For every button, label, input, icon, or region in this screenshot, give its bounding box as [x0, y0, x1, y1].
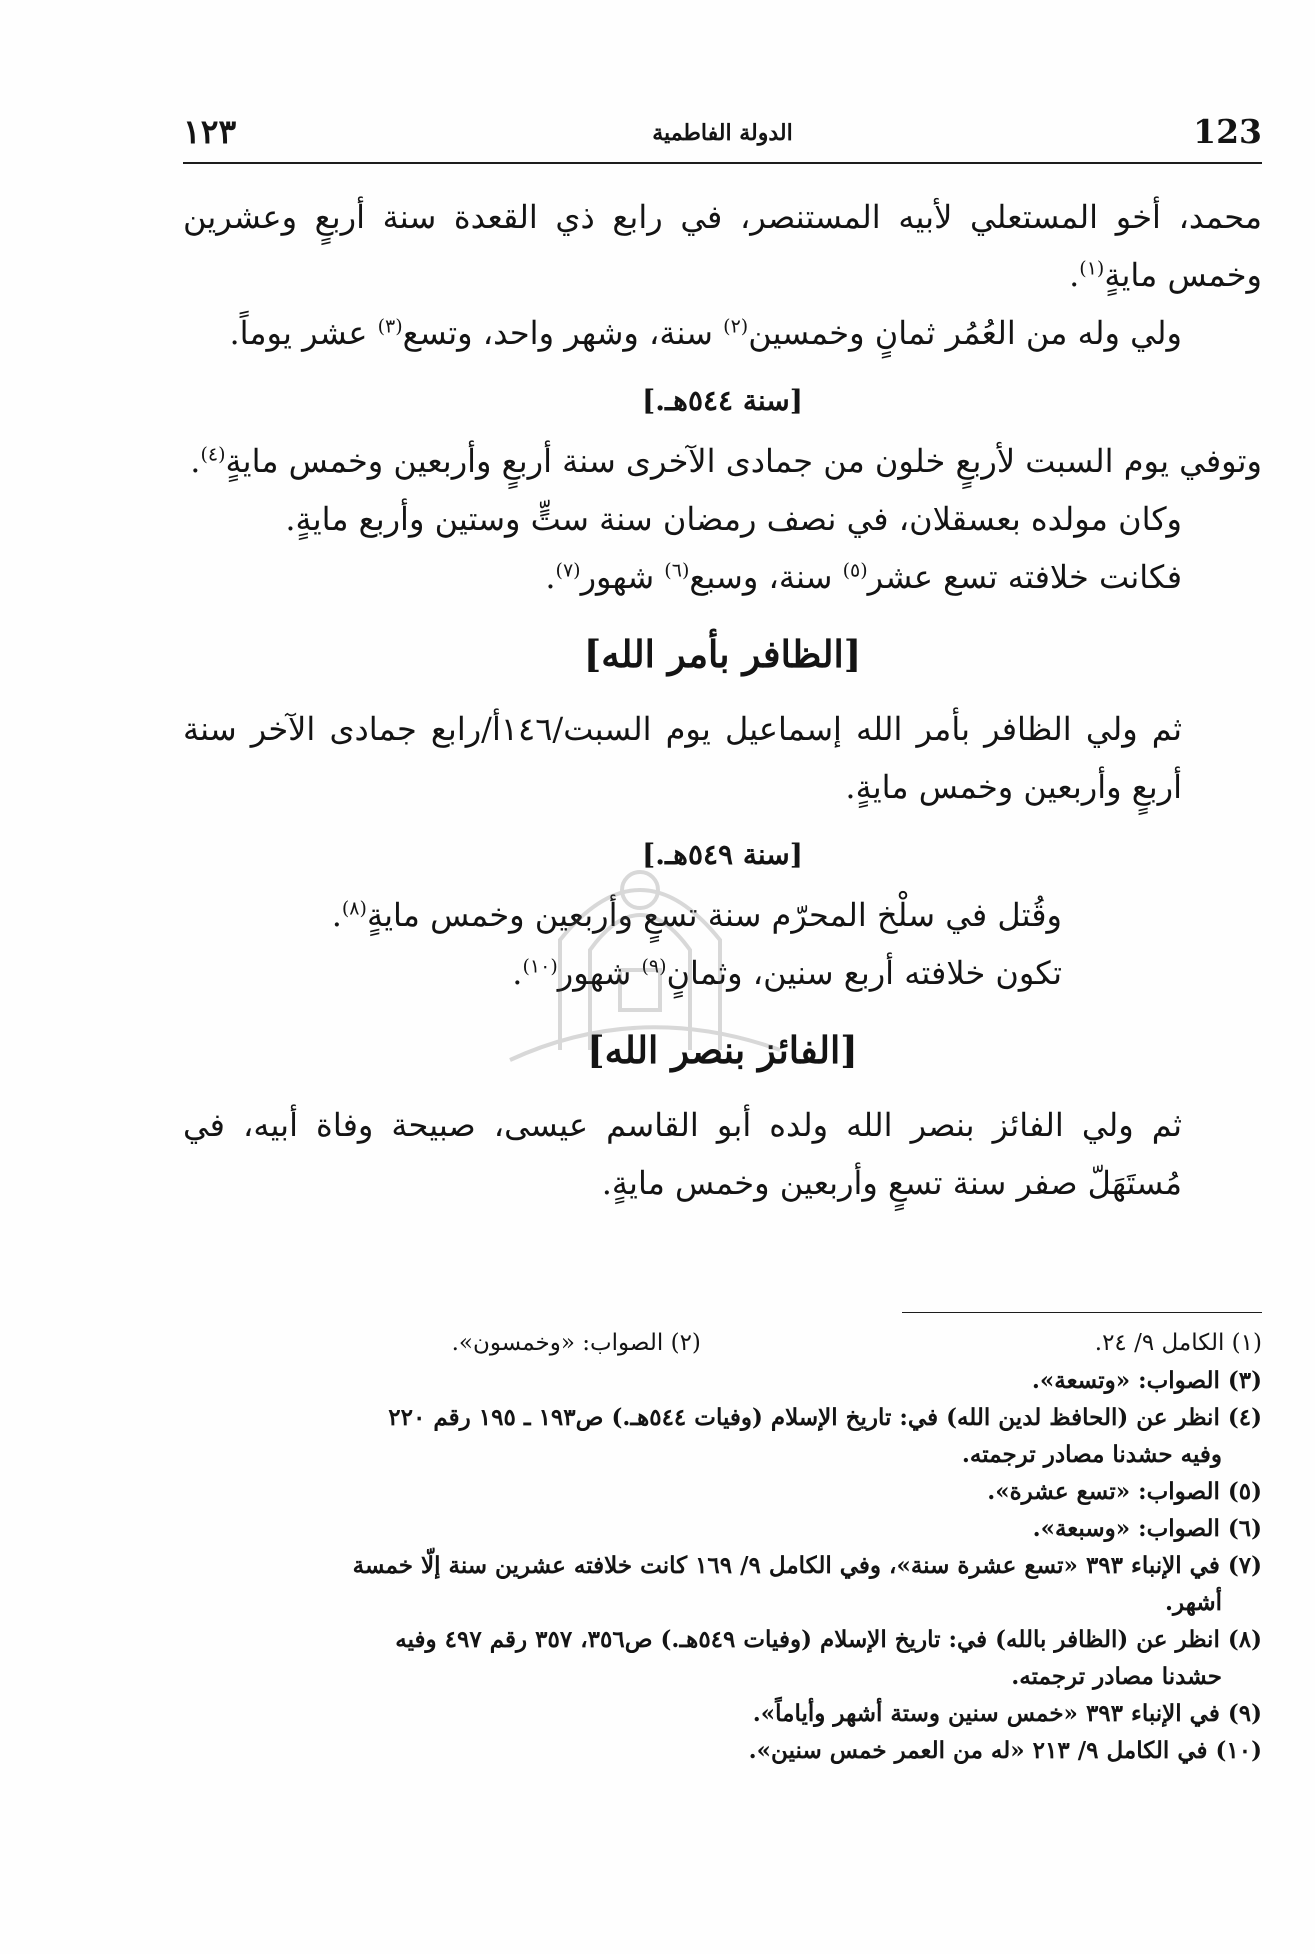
- paragraph-7: [183, 886, 1262, 944]
- paragraph-8: [183, 944, 1262, 1002]
- paragraph-7-end: .: [331, 896, 342, 934]
- footnote-ref-8: (٨): [341, 897, 367, 920]
- footnote-7: (٧) في الإنباء ٣٩٣ «تسع عشرة سنة»، وفي الكامل ٩/ ١٦٩ كانت خلافته عشرين سنة إلّا خمسة: [352, 1552, 1262, 1579]
- paragraph-5-text-c: شهور: [580, 558, 665, 596]
- paragraph-2-text-b: سنة، وشهر واحد، وتسع: [402, 314, 724, 352]
- paragraph-2-text-c: عشر يوماً.: [229, 314, 378, 352]
- paragraph-9: ثم ولي الفائز بنصر الله ولده أبو القاسم عيسى، صبيحة وفاة أبيه، في مُستَهَلّ صفر سنة تسعٍ وأربعين وخمس مايةٍ.: [183, 1106, 1182, 1202]
- footnote-ref-3: (٣): [377, 315, 403, 338]
- section-heading-zafir: [الظافر بأمر الله]: [583, 632, 862, 676]
- footnote-1: (١) الكامل ٩/ ٢٤.: [1094, 1330, 1262, 1356]
- footnote-ref-5: (٥): [842, 559, 868, 582]
- paragraph-8-text-a: تكون خلافته أربع سنين، وثمانٍ: [666, 954, 1062, 992]
- year-heading-544: [سنة ٥٤٤هـ.]: [641, 384, 803, 417]
- paragraph-4: وكان مولده بعسقلان، في نصف رمضان سنة ستٍّ وستين وأربع مايةٍ.: [285, 500, 1182, 538]
- footnote-separator: [902, 1312, 1262, 1313]
- running-header: [183, 112, 1262, 164]
- paragraph-2: [183, 304, 1262, 362]
- footnote-6: (٦) الصواب: «وسبعة».: [1032, 1515, 1262, 1542]
- paragraph-1: [183, 188, 1262, 304]
- footnote-ref-1: (١): [1079, 257, 1105, 280]
- paragraph-2-text-a: ولي وله من العُمُر ثمانٍ وخمسين: [748, 314, 1182, 352]
- footnote-ref-4: (٤): [200, 443, 226, 466]
- footnote-row-1-2: [183, 1325, 1262, 1362]
- paragraph-3: [183, 432, 1262, 490]
- footnote-9: (٩) في الإنباء ٣٩٣ «خمس سنين وستة أشهر وأياماً».: [752, 1700, 1262, 1727]
- footnote-8-continued: حشدنا مصادر ترجمته.: [1011, 1663, 1222, 1690]
- footnote-8: (٨) انظر عن (الظافر بالله) في: تاريخ الإسلام (وفيات ٥٤٩هـ.) ص٣٥٦، ٣٥٧ رقم ٤٩٧ وفيه: [395, 1626, 1262, 1653]
- running-title: الدولة الفاطمية: [652, 120, 793, 146]
- paragraph-5-text-d: .: [545, 558, 556, 596]
- paragraph-5: [183, 548, 1262, 606]
- paragraph-8-text-c: .: [512, 954, 523, 992]
- footnote-7-continued: أشهر.: [1165, 1589, 1222, 1616]
- page-number-latin: 123: [1193, 112, 1262, 151]
- footnote-4-continued: وفيه حشدنا مصادر ترجمته.: [961, 1441, 1222, 1468]
- paragraph-5-text-a: فكانت خلافته تسع عشر: [867, 558, 1182, 596]
- footnote-ref-10: (١٠): [522, 955, 558, 978]
- footnote-2: (٢) الصواب: «وخمسون».: [451, 1330, 701, 1356]
- footnotes: [183, 1312, 1262, 1769]
- footnote-5: (٥) الصواب: «تسع عشرة».: [987, 1478, 1262, 1505]
- paragraph-6: ثم ولي الظافر بأمر الله إسماعيل يوم السبت/١٤٦أ/رابع جمادى الآخر سنة أربعٍ وأربعين وخمس مايةٍ.: [183, 710, 1183, 806]
- paragraph-1-text: محمد، أخو المستعلي لأبيه المستنصر، في رابع ذي القعدة سنة أربعٍ وعشرين وخمس مايةٍ: [183, 198, 1263, 294]
- footnote-ref-2: (٢): [723, 315, 749, 338]
- footnote-10: (١٠) في الكامل ٩/ ٢١٣ «له من العمر خمس سنين».: [748, 1737, 1262, 1764]
- paragraph-1-end: .: [1069, 256, 1080, 294]
- paragraph-3-text: وتوفي يوم السبت لأربعٍ خلون من جمادى الآخرى سنة أربعٍ وأربعين وخمس مايةٍ: [225, 442, 1262, 480]
- paragraph-5-text-b: سنة، وسبع: [689, 558, 843, 596]
- footnote-ref-7: (٧): [555, 559, 581, 582]
- year-heading-549: [سنة ٥٤٩هـ.]: [641, 838, 803, 871]
- main-text: [183, 188, 1262, 1212]
- footnote-ref-6: (٦): [664, 559, 690, 582]
- footnote-4: (٤) انظر عن (الحافظ لدين الله) في: تاريخ الإسلام (وفيات ٥٤٤هـ.) ص١٩٣ ـ ١٩٥ رقم ٢٢٠: [388, 1404, 1262, 1431]
- page-number-arabic: ١٢٣: [183, 112, 237, 151]
- footnote-3: (٣) الصواب: «وتسعة».: [1031, 1367, 1262, 1394]
- footnote-ref-9: (٩): [641, 955, 667, 978]
- section-heading-faiz: [الفائز بنصر الله]: [587, 1028, 858, 1072]
- paragraph-3-end: .: [190, 442, 201, 480]
- paragraph-7-text: وقُتل في سلْخ المحرّم سنة تسعٍ وأربعين وخمس مايةٍ: [366, 896, 1062, 934]
- paragraph-8-text-b: شهور: [557, 954, 642, 992]
